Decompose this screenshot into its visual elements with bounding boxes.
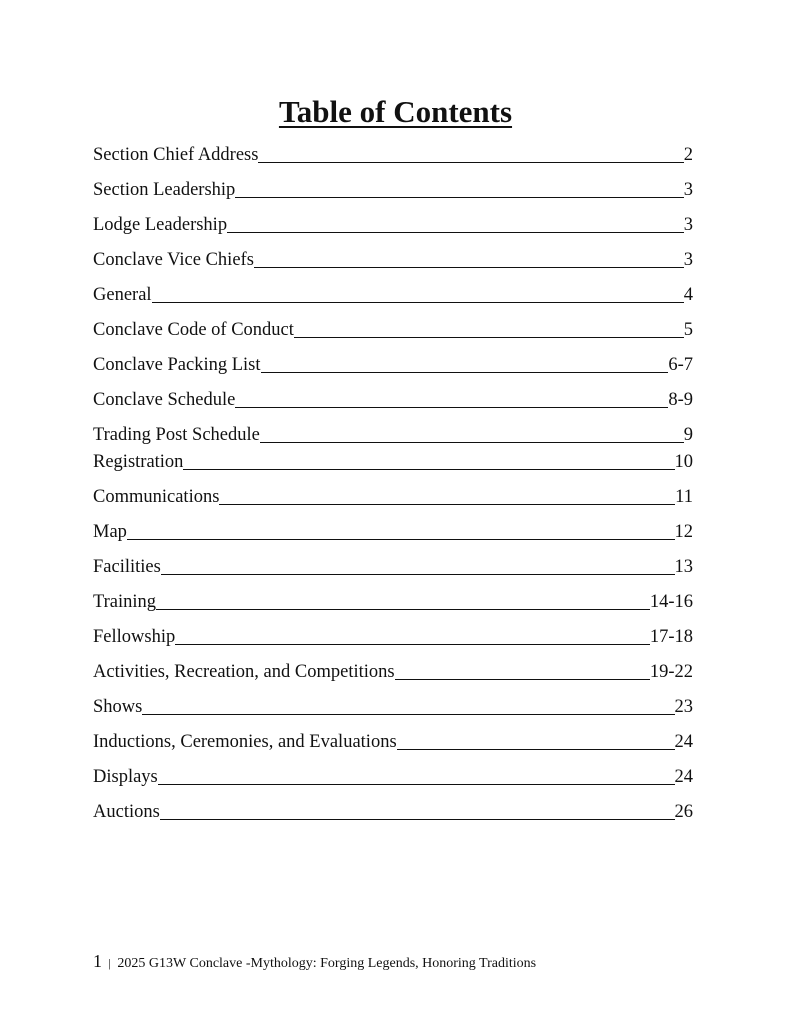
toc-leader-line [260,442,684,443]
toc-leader-line [254,267,684,268]
footer-text: 2025 G13W Conclave -Mythology: Forging Legends, Honoring Traditions [117,956,537,971]
page-title: Table of Contents [278,94,513,129]
toc-leader-line [227,232,684,233]
toc-entry [93,245,693,271]
toc-entry-page: 4 [683,285,693,305]
toc-entry-label: Lodge Leadership [93,215,228,235]
toc-entry [93,692,693,718]
toc-leader-line [261,372,669,373]
toc-entry-label: Training [93,592,157,612]
toc-entry [93,175,693,201]
toc-leader-line [160,819,675,820]
toc-entry-label: Activities, Recreation, and Competitions [93,662,395,682]
toc-entry-label: Trading Post Schedule [93,425,260,445]
toc-entry-label: General [93,285,152,305]
toc-leader-line [156,609,650,610]
toc-entry-page: 9 [683,425,693,445]
toc-entry-label: Displays [93,767,158,787]
toc-entry [93,385,693,411]
toc-entry-page: 8-9 [668,390,693,410]
toc-entry-page: 3 [683,250,693,270]
toc-entry [93,140,693,166]
toc-entry [93,552,693,578]
toc-entry [93,420,693,446]
toc-entry [93,447,693,473]
toc-entry-label: Section Leadership [93,180,236,200]
toc-leader-line [175,644,650,645]
toc-entry-page: 6-7 [668,355,693,375]
toc-entry-label: Conclave Code of Conduct [93,320,294,340]
toc-entry-page: 2 [683,145,693,165]
toc-entry-page: 17-18 [649,627,693,647]
toc-entry-page: 11 [675,487,693,507]
toc-entry-label: Conclave Schedule [93,390,236,410]
toc-leader-line [235,407,668,408]
toc-entry [93,587,693,613]
toc-entry-label: Facilities [93,557,161,577]
toc-entry-page: 19-22 [649,662,693,682]
toc-entry-page: 3 [683,180,693,200]
page-footer [93,951,536,972]
toc-entry-label: Map [93,522,127,542]
toc-entry-page: 5 [683,320,693,340]
toc-entry-label: Inductions, Ceremonies, and Evaluations [93,732,397,752]
toc-entry-page: 26 [674,802,693,822]
toc-entry-label: Fellowship [93,627,176,647]
toc-leader-line [142,714,674,715]
toc-leader-line [258,162,683,163]
toc-entry-page: 3 [683,215,693,235]
toc-entry-label: Auctions [93,802,160,822]
toc-leader-line [294,337,684,338]
toc-entry [93,315,693,341]
toc-leader-line [397,749,675,750]
toc-entry-page: 14-16 [649,592,693,612]
toc-entry-page: 23 [674,697,693,717]
toc-entry [93,727,693,753]
toc-entry [93,657,693,683]
toc-entry [93,762,693,788]
toc-entry [93,210,693,236]
toc-entry [93,350,693,376]
toc-entry-label: Section Chief Address [93,145,259,165]
toc-entry-label: Communications [93,487,220,507]
toc-entry [93,280,693,306]
toc-leader-line [395,679,650,680]
toc-leader-line [127,539,675,540]
toc-entry-label: Shows [93,697,143,717]
toc-entry-page: 12 [674,522,693,542]
toc-leader-line [235,197,683,198]
toc-entry-page: 24 [674,767,693,787]
toc-leader-line [152,302,684,303]
footer-page-number: 1 [93,951,102,971]
toc-entry [93,517,693,543]
toc-leader-line [219,504,675,505]
toc-entry-page: 13 [674,557,693,577]
toc-entry [93,622,693,648]
toc-leader-line [158,784,675,785]
toc-entry-label: Conclave Vice Chiefs [93,250,254,270]
toc-entry [93,797,693,823]
footer-separator: | [108,956,111,970]
toc-entry [93,482,693,508]
toc-entry-page: 10 [674,452,693,472]
toc-leader-line [161,574,675,575]
toc-entry-page: 24 [674,732,693,752]
toc-leader-line [183,469,674,470]
toc-entry-label: Conclave Packing List [93,355,261,375]
toc-entry-label: Registration [93,452,184,472]
